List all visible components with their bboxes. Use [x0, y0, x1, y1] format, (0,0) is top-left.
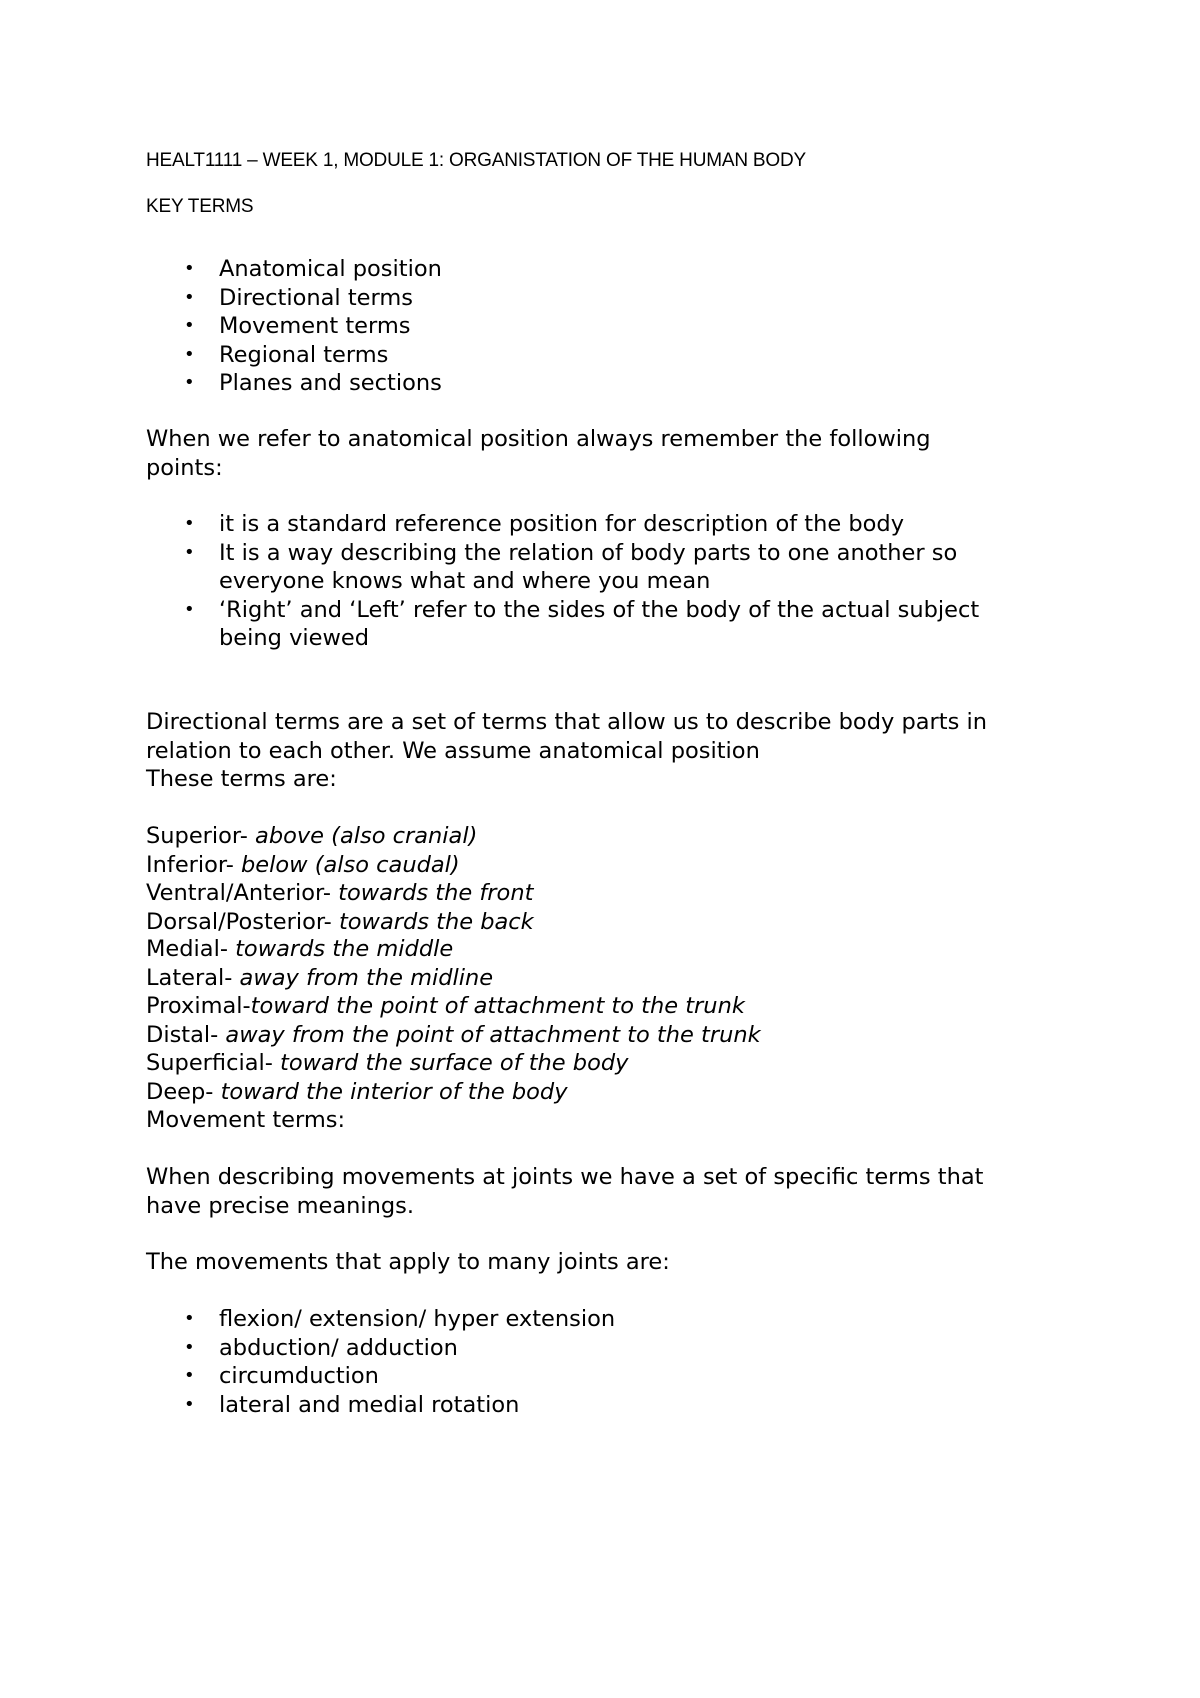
paragraph-line: relation to each other. We assume anatomical position: [146, 737, 760, 764]
term-definition: away from the point of attachment to the trunk: [218, 1021, 761, 1048]
term-definition: toward the surface of the body: [272, 1050, 629, 1076]
list-item-text: flexion/ extension/ hyper extension: [219, 1306, 616, 1332]
term-label: Ventral/Anterior-: [146, 880, 331, 906]
directional-terms-group-vertical: [146, 822, 1076, 879]
list-item: [146, 510, 1076, 539]
bullet-icon: •: [184, 343, 195, 365]
list-item-text: circumduction: [219, 1363, 379, 1389]
list-item: [146, 1334, 1076, 1363]
paragraph-line: Directional terms are a set of terms that allow us to describe body parts in: [146, 709, 987, 735]
term-lateral: [146, 964, 1076, 993]
bullet-icon: •: [184, 1365, 195, 1386]
movement-terms-heading: [146, 1106, 1076, 1135]
list-item-text: Movement terms: [219, 313, 411, 339]
term-definition: above (also cranial): [247, 823, 478, 849]
term-distal: [146, 1021, 1076, 1050]
list-item: [146, 539, 1076, 596]
paragraph-line: Movement terms:: [146, 1107, 346, 1133]
term-definition: toward the point of attachment to the trunk: [250, 993, 745, 1019]
bullet-icon: •: [184, 1393, 195, 1415]
key-terms-list: [146, 255, 1076, 398]
directional-terms-group-attachment: [146, 992, 1076, 1049]
directional-terms-group-depth: [146, 1049, 1076, 1106]
directional-terms-group-front-back: [146, 879, 1076, 936]
list-item: [146, 369, 1076, 398]
list-item-text: everyone knows what and where you mean: [219, 568, 711, 594]
paragraph-line: points:: [146, 454, 223, 481]
bullet-icon: •: [184, 541, 195, 563]
term-label: Superior-: [146, 823, 248, 849]
paragraph-line: When describing movements at joints we have a set of specific terms that: [146, 1164, 984, 1190]
key-terms-heading: KEY TERMS: [146, 196, 254, 217]
list-item: [146, 1305, 1076, 1334]
list-item: [146, 1362, 1076, 1391]
term-label: Medial-: [146, 936, 228, 962]
term-definition: below (also caudal): [233, 851, 460, 878]
list-item: [146, 1391, 1076, 1420]
paragraph-line: These terms are:: [146, 766, 337, 792]
list-item-text: Anatomical position: [219, 256, 442, 282]
list-item-text: Regional terms: [219, 341, 389, 368]
directional-terms-intro: [146, 708, 1076, 794]
list-item-text: It is a way describing the relation of body parts to one another so: [219, 539, 958, 566]
term-label: Deep-: [146, 1078, 214, 1105]
list-item-text: it is a standard reference position for description of the body: [219, 511, 905, 537]
document-title: HEALT1111 – WEEK 1, MODULE 1: ORGANISTATION OF THE HUMAN BODY: [146, 150, 806, 171]
term-label: Lateral-: [146, 964, 233, 991]
term-definition: toward the interior of the body: [213, 1078, 568, 1105]
term-superficial: [146, 1049, 1076, 1078]
anatomical-position-intro: [146, 425, 1076, 482]
list-item-text: Planes and sections: [219, 370, 442, 396]
term-label: Superficial-: [146, 1050, 273, 1076]
term-definition: away from the midline: [232, 964, 494, 991]
bullet-icon: •: [184, 1336, 195, 1358]
paragraph-line: have precise meanings.: [146, 1192, 415, 1219]
movement-terms-intro: [146, 1163, 1076, 1220]
term-label: Inferior-: [146, 851, 234, 878]
term-superior: [146, 822, 1076, 851]
term-ventral-anterior: [146, 879, 1076, 908]
list-item-text: lateral and medial rotation: [219, 1391, 520, 1418]
term-dorsal-posterior: [146, 908, 1076, 937]
list-item: [146, 596, 1076, 653]
list-item-text: abduction/ adduction: [219, 1334, 458, 1361]
term-label: Dorsal/Posterior-: [146, 908, 332, 935]
list-item-text: being viewed: [219, 625, 370, 651]
term-inferior: [146, 851, 1076, 880]
list-item: [146, 284, 1076, 313]
bullet-icon: •: [184, 372, 195, 393]
term-medial: [146, 935, 1076, 964]
list-item: [146, 255, 1076, 284]
term-definition: towards the back: [331, 908, 534, 935]
bullet-icon: •: [184, 1308, 195, 1329]
list-item: [146, 312, 1076, 341]
term-definition: towards the middle: [227, 936, 454, 962]
paragraph-line: The movements that apply to many joints are:: [146, 1249, 670, 1275]
movements-list: [146, 1305, 1076, 1419]
bullet-icon: •: [184, 598, 195, 620]
anatomical-points-list: [146, 510, 1076, 653]
list-item: [146, 341, 1076, 370]
term-label: Distal-: [146, 1021, 219, 1048]
directional-terms-group-midline: [146, 935, 1076, 992]
bullet-icon: •: [184, 513, 195, 534]
term-proximal: [146, 992, 1076, 1021]
term-deep: [146, 1078, 1076, 1107]
term-label: Proximal-: [146, 993, 251, 1019]
movements-lead: [146, 1248, 1076, 1277]
paragraph-line: When we refer to anatomical position always remember the following: [146, 426, 931, 452]
term-definition: towards the front: [330, 880, 534, 906]
list-item-text: Directional terms: [219, 284, 413, 311]
bullet-icon: •: [184, 258, 195, 279]
list-item-text: ‘Right’ and ‘Left’ refer to the sides of the body of the actual subject: [219, 596, 980, 623]
bullet-icon: •: [184, 286, 195, 308]
bullet-icon: •: [184, 315, 195, 336]
